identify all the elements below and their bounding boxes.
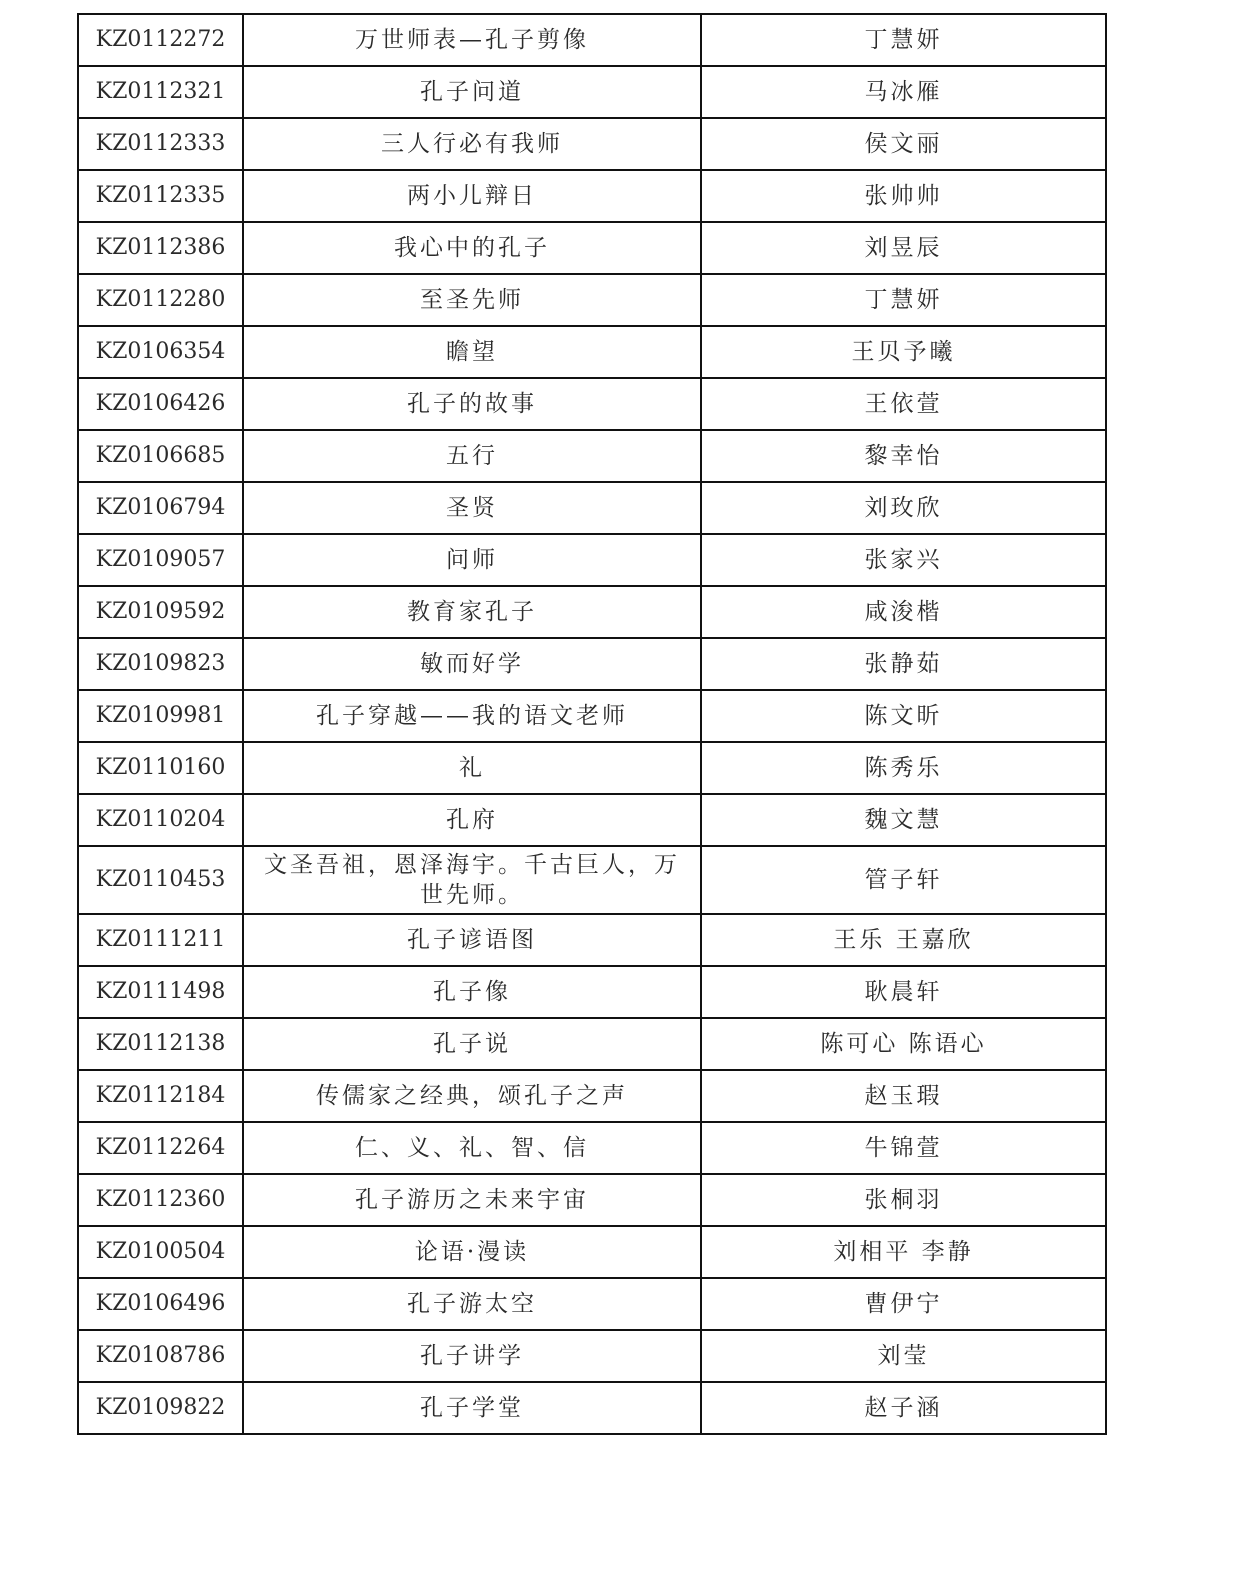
table-row	[78, 274, 1106, 326]
entry-id-cell: KZ0112272	[78, 14, 243, 66]
author-cell: 耿晨轩	[701, 966, 1106, 1018]
entry-id-cell: KZ0109057	[78, 534, 243, 586]
work-title-cell: 两小儿辩日	[243, 170, 701, 222]
work-title-cell: 传儒家之经典，颂孔子之声	[243, 1070, 701, 1122]
author-cell: 王乐 王嘉欣	[701, 914, 1106, 966]
entry-id-cell: KZ0108786	[78, 1330, 243, 1382]
work-title-cell: 敏而好学	[243, 638, 701, 690]
author-cell: 张帅帅	[701, 170, 1106, 222]
work-title-cell: 孔子谚语图	[243, 914, 701, 966]
entry-id-cell: KZ0112321	[78, 66, 243, 118]
author-cell: 丁慧妍	[701, 14, 1106, 66]
author-cell: 王贝予曦	[701, 326, 1106, 378]
table-row	[78, 1278, 1106, 1330]
author-cell: 张静茹	[701, 638, 1106, 690]
entry-id-cell: KZ0106426	[78, 378, 243, 430]
table-row	[78, 170, 1106, 222]
entry-id-cell: KZ0112264	[78, 1122, 243, 1174]
work-title-cell: 圣贤	[243, 482, 701, 534]
entry-id-cell: KZ0109981	[78, 690, 243, 742]
author-cell: 侯文丽	[701, 118, 1106, 170]
work-title-cell: 孔子游太空	[243, 1278, 701, 1330]
author-cell: 王依萱	[701, 378, 1106, 430]
entry-id-cell: KZ0100504	[78, 1226, 243, 1278]
entry-id-cell: KZ0112280	[78, 274, 243, 326]
table-row	[78, 690, 1106, 742]
entry-id-cell: KZ0110453	[78, 846, 243, 914]
table-row	[78, 1174, 1106, 1226]
work-title-cell: 三人行必有我师	[243, 118, 701, 170]
table-row	[78, 1382, 1106, 1434]
work-title-cell: 孔府	[243, 794, 701, 846]
entry-id-cell: KZ0110160	[78, 742, 243, 794]
table-row	[78, 534, 1106, 586]
table-row	[78, 1330, 1106, 1382]
table-row	[78, 1018, 1106, 1070]
work-title-cell: 我心中的孔子	[243, 222, 701, 274]
entry-id-cell: KZ0109823	[78, 638, 243, 690]
table-row	[78, 1226, 1106, 1278]
entry-id-cell: KZ0111211	[78, 914, 243, 966]
work-title-cell: 瞻望	[243, 326, 701, 378]
entry-id-cell: KZ0106496	[78, 1278, 243, 1330]
work-title-cell: 孔子问道	[243, 66, 701, 118]
work-title-cell: 孔子的故事	[243, 378, 701, 430]
entry-id-cell: KZ0110204	[78, 794, 243, 846]
work-title-cell: 孔子穿越——我的语文老师	[243, 690, 701, 742]
work-title-cell: 文圣吾祖，恩泽海宇。千古巨人，万世先师。	[243, 846, 701, 914]
table-row	[78, 586, 1106, 638]
work-title-cell: 问师	[243, 534, 701, 586]
work-title-cell: 仁、义、礼、智、信	[243, 1122, 701, 1174]
work-title-cell: 孔子游历之未来宇宙	[243, 1174, 701, 1226]
author-cell: 牛锦萱	[701, 1122, 1106, 1174]
author-cell: 魏文慧	[701, 794, 1106, 846]
work-title-cell: 五行	[243, 430, 701, 482]
table-row	[78, 914, 1106, 966]
entry-id-cell: KZ0106354	[78, 326, 243, 378]
table-row	[78, 66, 1106, 118]
author-cell: 黎幸怡	[701, 430, 1106, 482]
work-title-cell: 论语·漫读	[243, 1226, 701, 1278]
entry-id-cell: KZ0111498	[78, 966, 243, 1018]
entry-id-cell: KZ0112386	[78, 222, 243, 274]
work-title-cell: 孔子说	[243, 1018, 701, 1070]
work-title-cell: 万世师表—孔子剪像	[243, 14, 701, 66]
work-title-cell: 孔子学堂	[243, 1382, 701, 1434]
author-cell: 赵玉瑕	[701, 1070, 1106, 1122]
entry-id-cell: KZ0112184	[78, 1070, 243, 1122]
author-cell: 张家兴	[701, 534, 1106, 586]
author-cell: 刘昱辰	[701, 222, 1106, 274]
table-row	[78, 482, 1106, 534]
table-row	[78, 118, 1106, 170]
entry-id-cell: KZ0112333	[78, 118, 243, 170]
entry-id-cell: KZ0112138	[78, 1018, 243, 1070]
work-title-cell: 孔子讲学	[243, 1330, 701, 1382]
table-row	[78, 430, 1106, 482]
table-row	[78, 794, 1106, 846]
author-cell: 陈可心 陈语心	[701, 1018, 1106, 1070]
table-row	[78, 326, 1106, 378]
author-cell: 赵子涵	[701, 1382, 1106, 1434]
entry-id-cell: KZ0112335	[78, 170, 243, 222]
author-cell: 咸浚楷	[701, 586, 1106, 638]
work-title-cell: 教育家孔子	[243, 586, 701, 638]
author-cell: 刘相平 李静	[701, 1226, 1106, 1278]
author-cell: 张桐羽	[701, 1174, 1106, 1226]
author-cell: 马冰雁	[701, 66, 1106, 118]
table-row	[78, 14, 1106, 66]
results-table	[77, 13, 1107, 1435]
table-row	[78, 1070, 1106, 1122]
table-row	[78, 222, 1106, 274]
table-row	[78, 846, 1106, 914]
entry-id-cell: KZ0106794	[78, 482, 243, 534]
author-cell: 刘莹	[701, 1330, 1106, 1382]
table-row	[78, 1122, 1106, 1174]
work-title-cell: 礼	[243, 742, 701, 794]
table-row	[78, 638, 1106, 690]
table-row	[78, 742, 1106, 794]
author-cell: 管子轩	[701, 846, 1106, 914]
entry-id-cell: KZ0109822	[78, 1382, 243, 1434]
work-title-cell: 至圣先师	[243, 274, 701, 326]
author-cell: 曹伊宁	[701, 1278, 1106, 1330]
author-cell: 陈秀乐	[701, 742, 1106, 794]
entry-id-cell: KZ0106685	[78, 430, 243, 482]
author-cell: 丁慧妍	[701, 274, 1106, 326]
entry-id-cell: KZ0112360	[78, 1174, 243, 1226]
table-row	[78, 378, 1106, 430]
table-row	[78, 966, 1106, 1018]
author-cell: 刘玫欣	[701, 482, 1106, 534]
entry-id-cell: KZ0109592	[78, 586, 243, 638]
author-cell: 陈文昕	[701, 690, 1106, 742]
work-title-cell: 孔子像	[243, 966, 701, 1018]
